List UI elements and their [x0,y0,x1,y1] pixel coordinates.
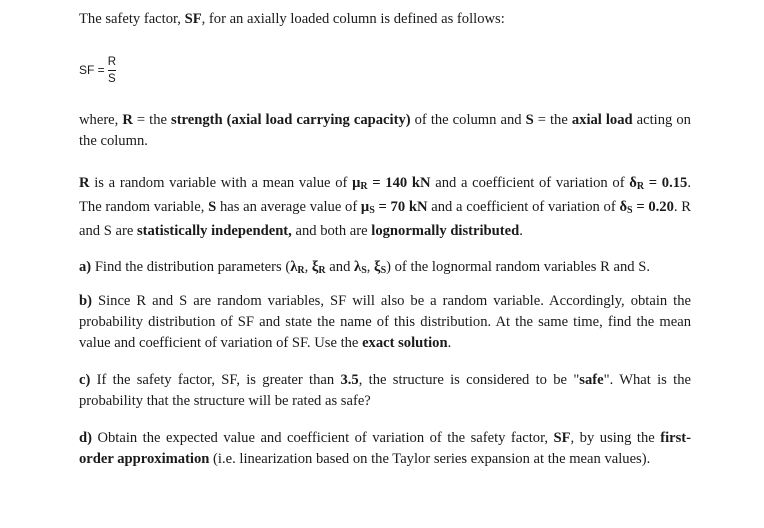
intro-sentence [79,9,699,30]
rv-text: . R and S are [79,199,692,239]
mu-subscript: R [360,181,368,192]
safety-factor-formula [79,50,116,90]
where-text: = the [533,112,572,128]
rv-text: and both are [291,223,372,239]
rv-text: and a coefficient of variation of [430,175,630,191]
xi-r [312,259,326,275]
formula-denominator: S [108,72,116,85]
random-variables-paragraph [79,173,691,242]
question-label: d) [79,430,92,446]
rv-text: is a random variable with a mean value of [89,175,353,191]
xi-symbol: ξ [374,259,381,275]
question-text: , [304,259,312,275]
where-s: S [525,112,534,128]
intro-sf-bold: SF [184,11,202,27]
fraction-bar [108,70,116,71]
safe-word: safe [579,372,604,388]
delta-value: = 0.20 [632,199,674,215]
rv-r: R [79,175,90,191]
where-text: = the [132,112,172,128]
where-paragraph [79,110,691,152]
question-text: . [447,335,452,351]
mu-value: = 70 kN [374,199,428,215]
question-label: b) [79,293,92,309]
sf-bold: SF [553,430,571,446]
lambda-subscript: R [297,265,305,276]
question-text: , the structure is considered to be " [358,372,580,388]
question-text: (i.e. linearization based on the Taylor series expansion at the mean values). [209,451,651,467]
question-text: Obtain the expected value and coefficient of variation of the safety factor, [91,430,554,446]
where-text: where, [79,112,123,128]
where-axial-load: axial load [571,112,633,128]
mu-r [352,175,430,191]
rv-text: and a coefficient of variation of [427,199,620,215]
formula-lhs: SF = [79,63,105,77]
xi-symbol: ξ [311,259,319,275]
question-b [79,291,691,354]
rv-text: . [519,223,523,239]
first-order-approximation: first-order approximation [79,430,692,467]
formula-fraction [108,56,116,85]
lambda-s [354,259,367,275]
rv-s: S [208,199,217,215]
question-text: and [325,259,355,275]
rv-lognormal: lognormally distributed [371,223,520,239]
question-text: Since R and S are random variables, SF will also be a random variable. Accordingly, obtain the probability distribution of SF and state the name of this distribution. At the same time, find the mean value and coefficient of variation of SF. Use the [79,293,691,351]
lambda-r [290,259,304,275]
where-r: R [122,112,133,128]
where-capacity: (axial load carrying capacity) [226,112,411,128]
question-d [79,428,691,470]
delta-subscript: R [636,181,645,192]
mu-s [361,199,428,215]
mu-subscript: S [369,205,375,216]
lambda-symbol: λ [290,259,298,275]
lambda-symbol: λ [354,259,362,275]
mu-symbol: μ [360,199,370,215]
question-a [79,257,699,281]
question-text: , [366,259,375,275]
question-text: Find the distribution parameters ( [91,259,291,275]
xi-s [374,259,386,275]
delta-value: = 0.15 [644,175,688,191]
question-text: ". What is the probability that the structure will be rated as safe? [79,372,691,409]
xi-subscript: R [318,265,326,276]
question-text: ) of the lognormal random variables R and S. [386,259,650,275]
rv-text: has an average value of [216,199,361,215]
delta-s [619,199,673,215]
formula-numerator: R [107,55,116,68]
question-text: , by using the [570,430,661,446]
intro-text: The safety factor, [79,11,185,27]
xi-subscript: S [380,265,387,276]
lambda-subscript: S [361,265,367,276]
exact-solution: exact solution [362,335,448,351]
delta-r [629,175,687,191]
question-c [79,370,691,412]
rv-text: . The random variable, [79,175,691,215]
question-text: If the safety factor, SF, is greater than [90,372,341,388]
threshold-value: 3.5 [340,372,359,388]
question-label: c) [79,372,91,388]
where-strength: strength [171,112,223,128]
mu-symbol: μ [352,175,361,191]
delta-symbol: δ [629,175,637,191]
delta-subscript: S [627,205,633,216]
delta-symbol: δ [619,199,628,215]
question-label: a) [79,259,92,275]
intro-text-end: , for an axially loaded column is defined as follows: [201,11,505,27]
where-text: acting on the column. [79,112,691,149]
rv-independent: statistically independent, [136,223,292,239]
mu-value: = 140 kN [367,175,431,191]
where-text: of the column and [410,112,526,128]
